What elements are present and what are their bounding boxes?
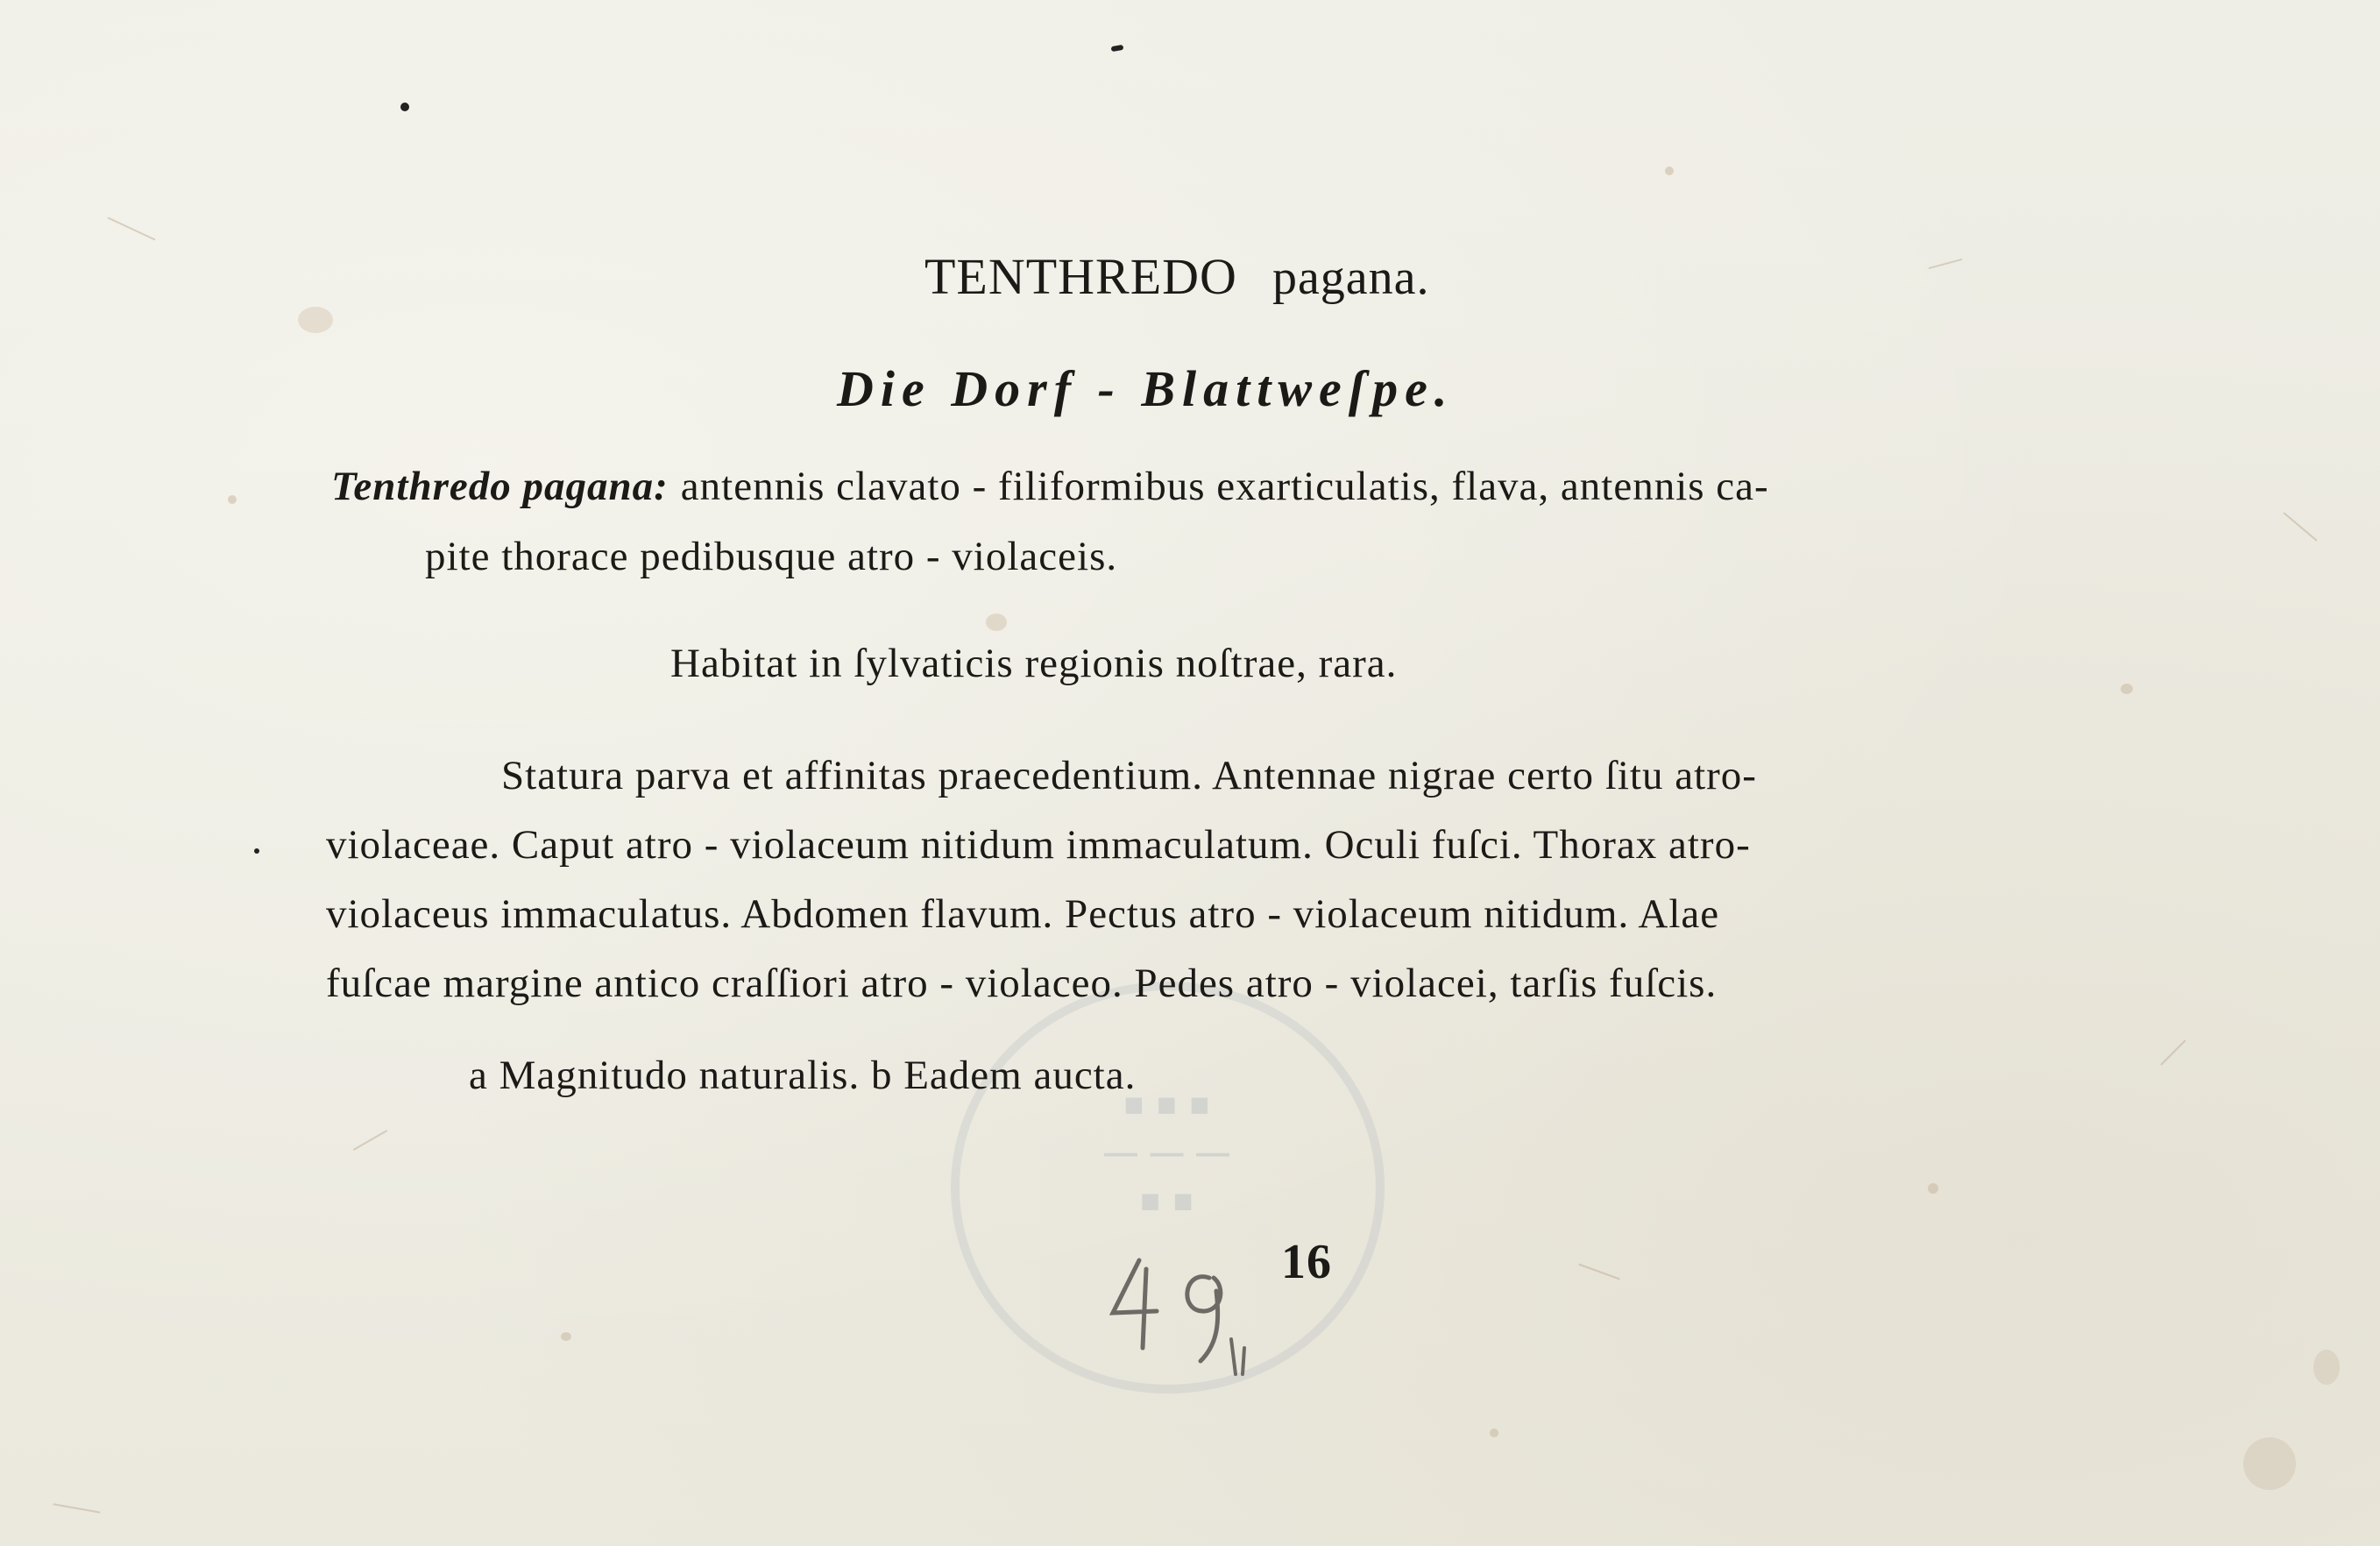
species-epithet: pagana. (1271, 251, 1430, 305)
paper-speck (1928, 1183, 1938, 1194)
diagnosis-latin-name: Tenthredo pagana: (331, 464, 669, 509)
description-line-3: violaceus immaculatus. Abdomen flavum. Pectus atro - violaceum nitidum. Alae (326, 891, 1720, 937)
description-line-4: fuſcae margine antico craſſiori atro - violaceo. Pedes atro - violacei, tarſis fuſcis. (326, 961, 1718, 1006)
paper-speck (561, 1332, 571, 1341)
paper-fiber (1578, 1264, 1620, 1280)
diagnosis-text: antennis clavato - filiformibus exarticulatis, flava, antennis ca- (680, 464, 1769, 509)
species-title (924, 247, 1430, 306)
paper-fiber (2160, 1039, 2186, 1066)
paper-speck (1490, 1429, 1498, 1437)
paper-speck (2243, 1437, 2296, 1490)
paper-fiber (107, 216, 155, 240)
paper-fiber (53, 1503, 101, 1514)
description-line-1: Statura parva et affinitas praecedentium. Antennae nigrae certo ſitu atro- (501, 753, 1757, 798)
paper-fiber (353, 1130, 388, 1151)
page-number: 16 (1281, 1235, 1332, 1289)
ink-dot (400, 103, 409, 111)
diagnosis-line-1 (331, 463, 1769, 510)
paper-speck (298, 307, 333, 333)
genus-name: TENTHREDO (924, 248, 1237, 305)
common-name-subtitle: Die Dorf - Blattweſpe. (837, 360, 1455, 417)
paper-fiber (2283, 512, 2318, 542)
habitat-line: Habitat in ſylvaticis regionis noſtrae, rara. (670, 641, 1398, 686)
diagnosis-line-2: pite thorace pedibusque atro - violaceis. (425, 534, 1118, 579)
paper-speck (228, 495, 237, 504)
ink-dot (1111, 45, 1124, 52)
paper-speck (986, 613, 1007, 631)
paper-speck (1665, 167, 1674, 175)
description-line-2: violaceae. Caput atro - violaceum nitidum immaculatum. Oculi fuſci. Thorax atro- (326, 822, 1751, 868)
figure-legend: a Magnitudo naturalis. b Eadem aucta. (469, 1053, 1137, 1098)
handwritten-note (1104, 1243, 1262, 1383)
paper-speck (2313, 1350, 2340, 1385)
ink-dot (254, 848, 259, 854)
paper-fiber (1928, 259, 1962, 269)
library-stamp: ■ ■ ■ — — — ■ ■ (951, 982, 1385, 1394)
paper-speck (2121, 684, 2133, 694)
